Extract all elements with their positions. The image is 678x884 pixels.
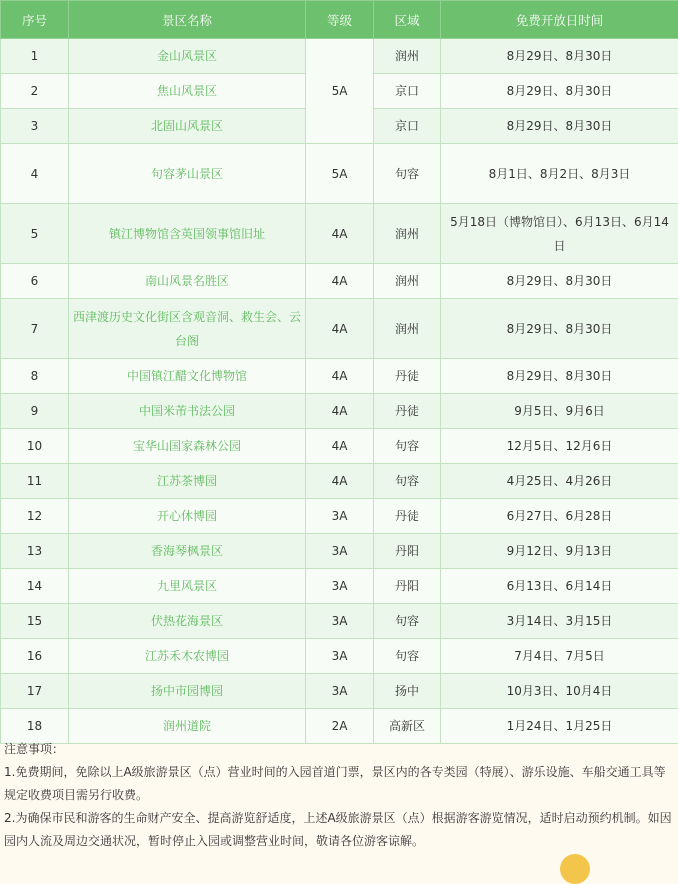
- cell-level: 3A: [306, 674, 374, 709]
- cell-no: 4: [1, 144, 69, 204]
- cell-level: 4A: [306, 464, 374, 499]
- cell-name: 扬中市园博园: [69, 674, 306, 709]
- cell-name: 江苏禾木农博园: [69, 639, 306, 674]
- cell-level: 4A: [306, 359, 374, 394]
- cell-dates: 4月25日、4月26日: [441, 464, 678, 499]
- cell-no: 8: [1, 359, 69, 394]
- cell-name: 南山风景名胜区: [69, 264, 306, 299]
- cell-no: 17: [1, 674, 69, 709]
- cell-dates: 8月29日、8月30日: [441, 264, 678, 299]
- table-row: [1, 429, 678, 464]
- cell-level: 4A: [306, 429, 374, 464]
- notes-item-2: 2.为确保市民和游客的生命财产安全、提高游览舒适度，上述A级旅游景区（点）根据游客游览情况，适时启动预约机制。如因园内人流及周边交通状况，暂时停止入园或调整营业时间，敬请各位游客谅解。: [4, 807, 676, 853]
- cell-no: 7: [1, 299, 69, 359]
- cell-name: 镇江博物馆含英国领事馆旧址: [69, 204, 306, 264]
- cell-level: 4A: [306, 204, 374, 264]
- cell-level: 4A: [306, 299, 374, 359]
- cell-no: 10: [1, 429, 69, 464]
- cell-level: 2A: [306, 709, 374, 744]
- cell-dates: 8月1日、8月2日、8月3日: [441, 144, 678, 204]
- cell-no: 11: [1, 464, 69, 499]
- table-header-row: [1, 1, 678, 39]
- cell-dates: 6月13日、6月14日: [441, 569, 678, 604]
- cell-no: 3: [1, 109, 69, 144]
- cell-name: 宝华山国家森林公园: [69, 429, 306, 464]
- cell-no: 16: [1, 639, 69, 674]
- cell-area: 句容: [374, 639, 441, 674]
- cell-area: 润州: [374, 204, 441, 264]
- table-row: [1, 464, 678, 499]
- cell-level: 3A: [306, 499, 374, 534]
- cell-area: 高新区: [374, 709, 441, 744]
- cell-dates: 8月29日、8月30日: [441, 39, 678, 74]
- table-row: [1, 299, 678, 359]
- cell-name: 北固山风景区: [69, 109, 306, 144]
- cell-level: 3A: [306, 534, 374, 569]
- header-dates: 免费开放日时间: [441, 1, 678, 39]
- cell-no: 6: [1, 264, 69, 299]
- cell-dates: 9月12日、9月13日: [441, 534, 678, 569]
- cell-no: 2: [1, 74, 69, 109]
- cell-dates: 8月29日、8月30日: [441, 359, 678, 394]
- cell-dates: 3月14日、3月15日: [441, 604, 678, 639]
- cell-name: 伏热花海景区: [69, 604, 306, 639]
- decorative-sticker-icon: [560, 854, 590, 884]
- cell-name: 江苏茶博园: [69, 464, 306, 499]
- cell-no: 13: [1, 534, 69, 569]
- cell-no: 9: [1, 394, 69, 429]
- cell-area: 句容: [374, 464, 441, 499]
- header-area: 区域: [374, 1, 441, 39]
- table-body: [1, 39, 678, 744]
- cell-dates: 8月29日、8月30日: [441, 299, 678, 359]
- cell-dates: 9月5日、9月6日: [441, 394, 678, 429]
- cell-name: 中国镇江醋文化博物馆: [69, 359, 306, 394]
- cell-area: 句容: [374, 144, 441, 204]
- table-row: [1, 534, 678, 569]
- table-row: [1, 569, 678, 604]
- cell-area: 润州: [374, 299, 441, 359]
- header-name: 景区名称: [69, 1, 306, 39]
- table-row: [1, 264, 678, 299]
- table-row: [1, 359, 678, 394]
- cell-name: 西津渡历史文化街区含观音洞、救生会、云台阁: [69, 299, 306, 359]
- cell-name: 金山风景区: [69, 39, 306, 74]
- cell-name: 中国米芾书法公园: [69, 394, 306, 429]
- cell-no: 15: [1, 604, 69, 639]
- table-row: [1, 499, 678, 534]
- cell-dates: 10月3日、10月4日: [441, 674, 678, 709]
- header-no: 序号: [1, 1, 69, 39]
- cell-area: 句容: [374, 429, 441, 464]
- cell-level: 3A: [306, 604, 374, 639]
- cell-dates: 1月24日、1月25日: [441, 709, 678, 744]
- cell-dates: 12月5日、12月6日: [441, 429, 678, 464]
- table-row: [1, 39, 678, 74]
- cell-dates: 7月4日、7月5日: [441, 639, 678, 674]
- table-row: [1, 394, 678, 429]
- cell-level: 4A: [306, 394, 374, 429]
- cell-area: 润州: [374, 264, 441, 299]
- cell-level: 3A: [306, 639, 374, 674]
- cell-name: 润州道院: [69, 709, 306, 744]
- cell-area: 丹徒: [374, 499, 441, 534]
- cell-dates: 8月29日、8月30日: [441, 109, 678, 144]
- cell-name: 九里风景区: [69, 569, 306, 604]
- cell-level: 4A: [306, 264, 374, 299]
- cell-area: 润州: [374, 39, 441, 74]
- cell-level: 5A: [306, 144, 374, 204]
- cell-no: 1: [1, 39, 69, 74]
- cell-dates: 6月27日、6月28日: [441, 499, 678, 534]
- cell-level: 5A: [306, 39, 374, 144]
- cell-area: 京口: [374, 109, 441, 144]
- cell-dates: 5月18日（博物馆日）、6月13日、6月14日: [441, 204, 678, 264]
- cell-name: 香海琴枫景区: [69, 534, 306, 569]
- notes-item-1: 1.免费期间，免除以上A级旅游景区（点）营业时间的入园首道门票，景区内的各专类园（特展）、游乐设施、车船交通工具等规定收费项目需另行收费。: [4, 761, 676, 807]
- cell-name: 焦山风景区: [69, 74, 306, 109]
- cell-no: 18: [1, 709, 69, 744]
- table-row: [1, 204, 678, 264]
- table-row: [1, 639, 678, 674]
- cell-no: 12: [1, 499, 69, 534]
- cell-area: 京口: [374, 74, 441, 109]
- cell-area: 丹徒: [374, 394, 441, 429]
- notes-section: [4, 738, 676, 853]
- cell-area: 丹阳: [374, 569, 441, 604]
- cell-area: 丹阳: [374, 534, 441, 569]
- table-row: [1, 674, 678, 709]
- cell-level: 3A: [306, 569, 374, 604]
- cell-name: 开心休博园: [69, 499, 306, 534]
- cell-area: 丹徒: [374, 359, 441, 394]
- cell-dates: 8月29日、8月30日: [441, 74, 678, 109]
- cell-no: 5: [1, 204, 69, 264]
- header-level: 等级: [306, 1, 374, 39]
- cell-area: 句容: [374, 604, 441, 639]
- cell-no: 14: [1, 569, 69, 604]
- table-row: [1, 604, 678, 639]
- cell-name: 句容茅山景区: [69, 144, 306, 204]
- table-row: [1, 144, 678, 204]
- cell-area: 扬中: [374, 674, 441, 709]
- notes-heading: 注意事项：: [4, 738, 676, 761]
